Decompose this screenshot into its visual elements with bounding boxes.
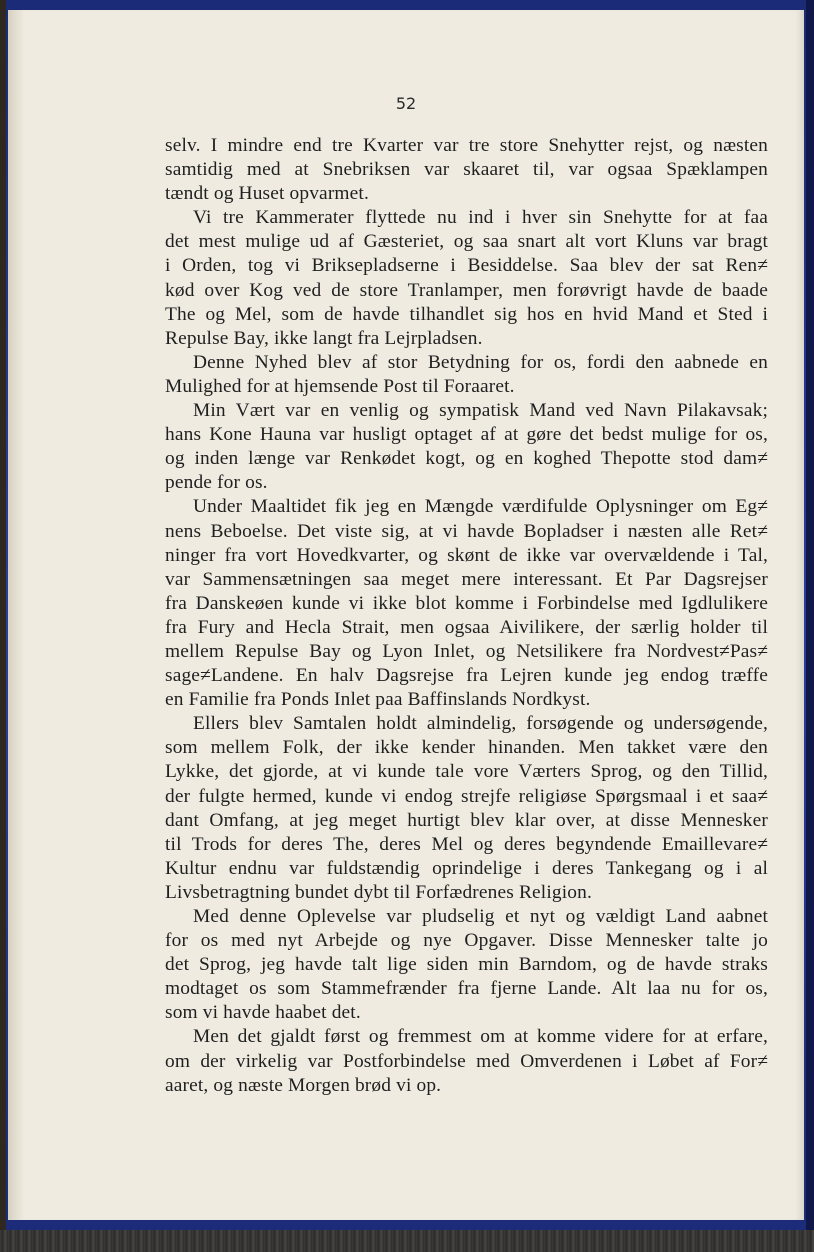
text-line: en Familie fra Ponds Inlet paa Baffinslands Nordkyst. [165,689,591,711]
text-line: Livsbetragtning bundet dybt til Forfædrenes Religion. [165,881,592,903]
text-line: dant Omfang, at jeg meget hurtigt blev klar over, at disse Mennesker [165,809,768,831]
text-line: ninger fra vort Hovedkvarter, og skønt de ikke var overvældende i Tal, [165,544,768,566]
text-line: der fulgte hermed, kunde vi endog strejfe religiøse Spørgsmaal i et saa≠ [165,785,768,807]
cover-edge-right [806,0,814,1252]
text-line: til Trods for deres The, deres Mel og deres begyndende Emaillevare≠ [165,833,768,855]
text-line: Denne Nyhed blev af stor Betydning for os, fordi den aabnede en [193,351,768,373]
text-line: mellem Repulse Bay og Lyon Inlet, og Netsilikere fra Nordvest≠Pas≠ [165,640,768,662]
text-line: The og Mel, som de havde tilhandlet sig hos en hvid Mand et Sted i [165,303,768,325]
body-text [165,134,768,1098]
scan-bottom-edge [0,1230,814,1252]
text-line: i Orden, tog vi Briksepladserne i Besiddelse. Saa blev der sat Ren≠ [165,255,768,277]
text-line: Med denne Oplevelse var pludselig et nyt og vældigt Land aabnet [193,906,768,927]
text-line: Men det gjaldt først og fremmest om at komme videre for at erfare, [193,1026,768,1048]
text-line: Min Vært var en venlig og sympatisk Mand ved Navn Pilakavsak; [193,400,768,422]
text-line: om der virkelig var Postforbindelse med Omverdenen i Løbet af For≠ [165,1050,768,1072]
text-line: Lykke, det gjorde, at vi kunde tale vore Værters Sprog, og den Tillid, [165,761,768,783]
text-line: Under Maaltidet fik jeg en Mængde værdifulde Oplysninger om Eg≠ [193,496,768,518]
text-line: pende for os. [165,472,268,494]
text-line: Kultur endnu var fuldstændig oprindelige i deres Tankegang og i al [165,857,768,879]
text-line: modtaget os som Stammefrænder fra fjerne Lande. Alt laa nu for os, [165,978,768,1000]
page-gutter-shadow [8,10,24,1220]
text-line: kød over Kog ved de store Tranlamper, men forøvrigt havde de baade [165,279,768,301]
text-line: fra Danskeøen kunde vi ikke blot komme i Forbindelse med Igdlulikere [165,592,768,614]
text-line: og inden længe var Renkødet kogt, og en koghed Thepotte stod dam≠ [165,448,768,470]
text-line: det mest mulige ud af Gæsteriet, og saa snart alt vort Kluns var bragt [165,231,768,253]
text-line: fra Fury and Hecla Strait, men ogsaa Aivilikere, der særlig holder til [165,616,768,638]
text-line: for os med nyt Arbejde og nye Opgaver. Disse Mennesker talte jo [165,930,768,952]
text-line: sage≠Landene. En halv Dagsrejse fra Lejren kunde jeg endog træffe [165,665,768,687]
text-line: det Sprog, jeg havde talt lige siden min Barndom, og de havde straks [165,954,768,976]
text-line: var Sammensætningen saa meget mere interessant. Et Par Dagsrejser [165,568,768,590]
text-line: samtidig med at Snebriksen var skaaret til, var ogsaa Spæklampen [165,159,768,181]
page-number: 52 [395,94,417,113]
book-binding-edge [0,0,6,1252]
text-line: nens Beboelse. Det viste sig, at vi havde Bopladser i næsten alle Ret≠ [165,520,768,542]
text-line: som mellem Folk, der ikke kender hinanden. Men takket være den [165,737,768,759]
text-line: tændt og Huset opvarmet. [165,183,369,205]
text-line: aaret, og næste Morgen brød vi op. [165,1074,442,1096]
text-line: Repulse Bay, ikke langt fra Lejrpladsen. [165,327,483,349]
text-line: Vi tre Kammerater flyttede nu ind i hver sin Snehytte for at faa [193,207,768,229]
text-line: Mulighed for at hjemsende Post til Foraaret. [165,375,515,397]
book-page [8,10,804,1220]
text-line: selv. I mindre end tre Kvarter var tre store Snehytter rejst, og næsten [165,135,768,156]
text-line: hans Kone Hauna var husligt optaget af at gøre det bedst mulige for os, [165,424,768,446]
text-line: som vi havde haabet det. [165,1002,361,1024]
text-line: Ellers blev Samtalen holdt almindelig, forsøgende og undersøgende, [193,713,768,735]
